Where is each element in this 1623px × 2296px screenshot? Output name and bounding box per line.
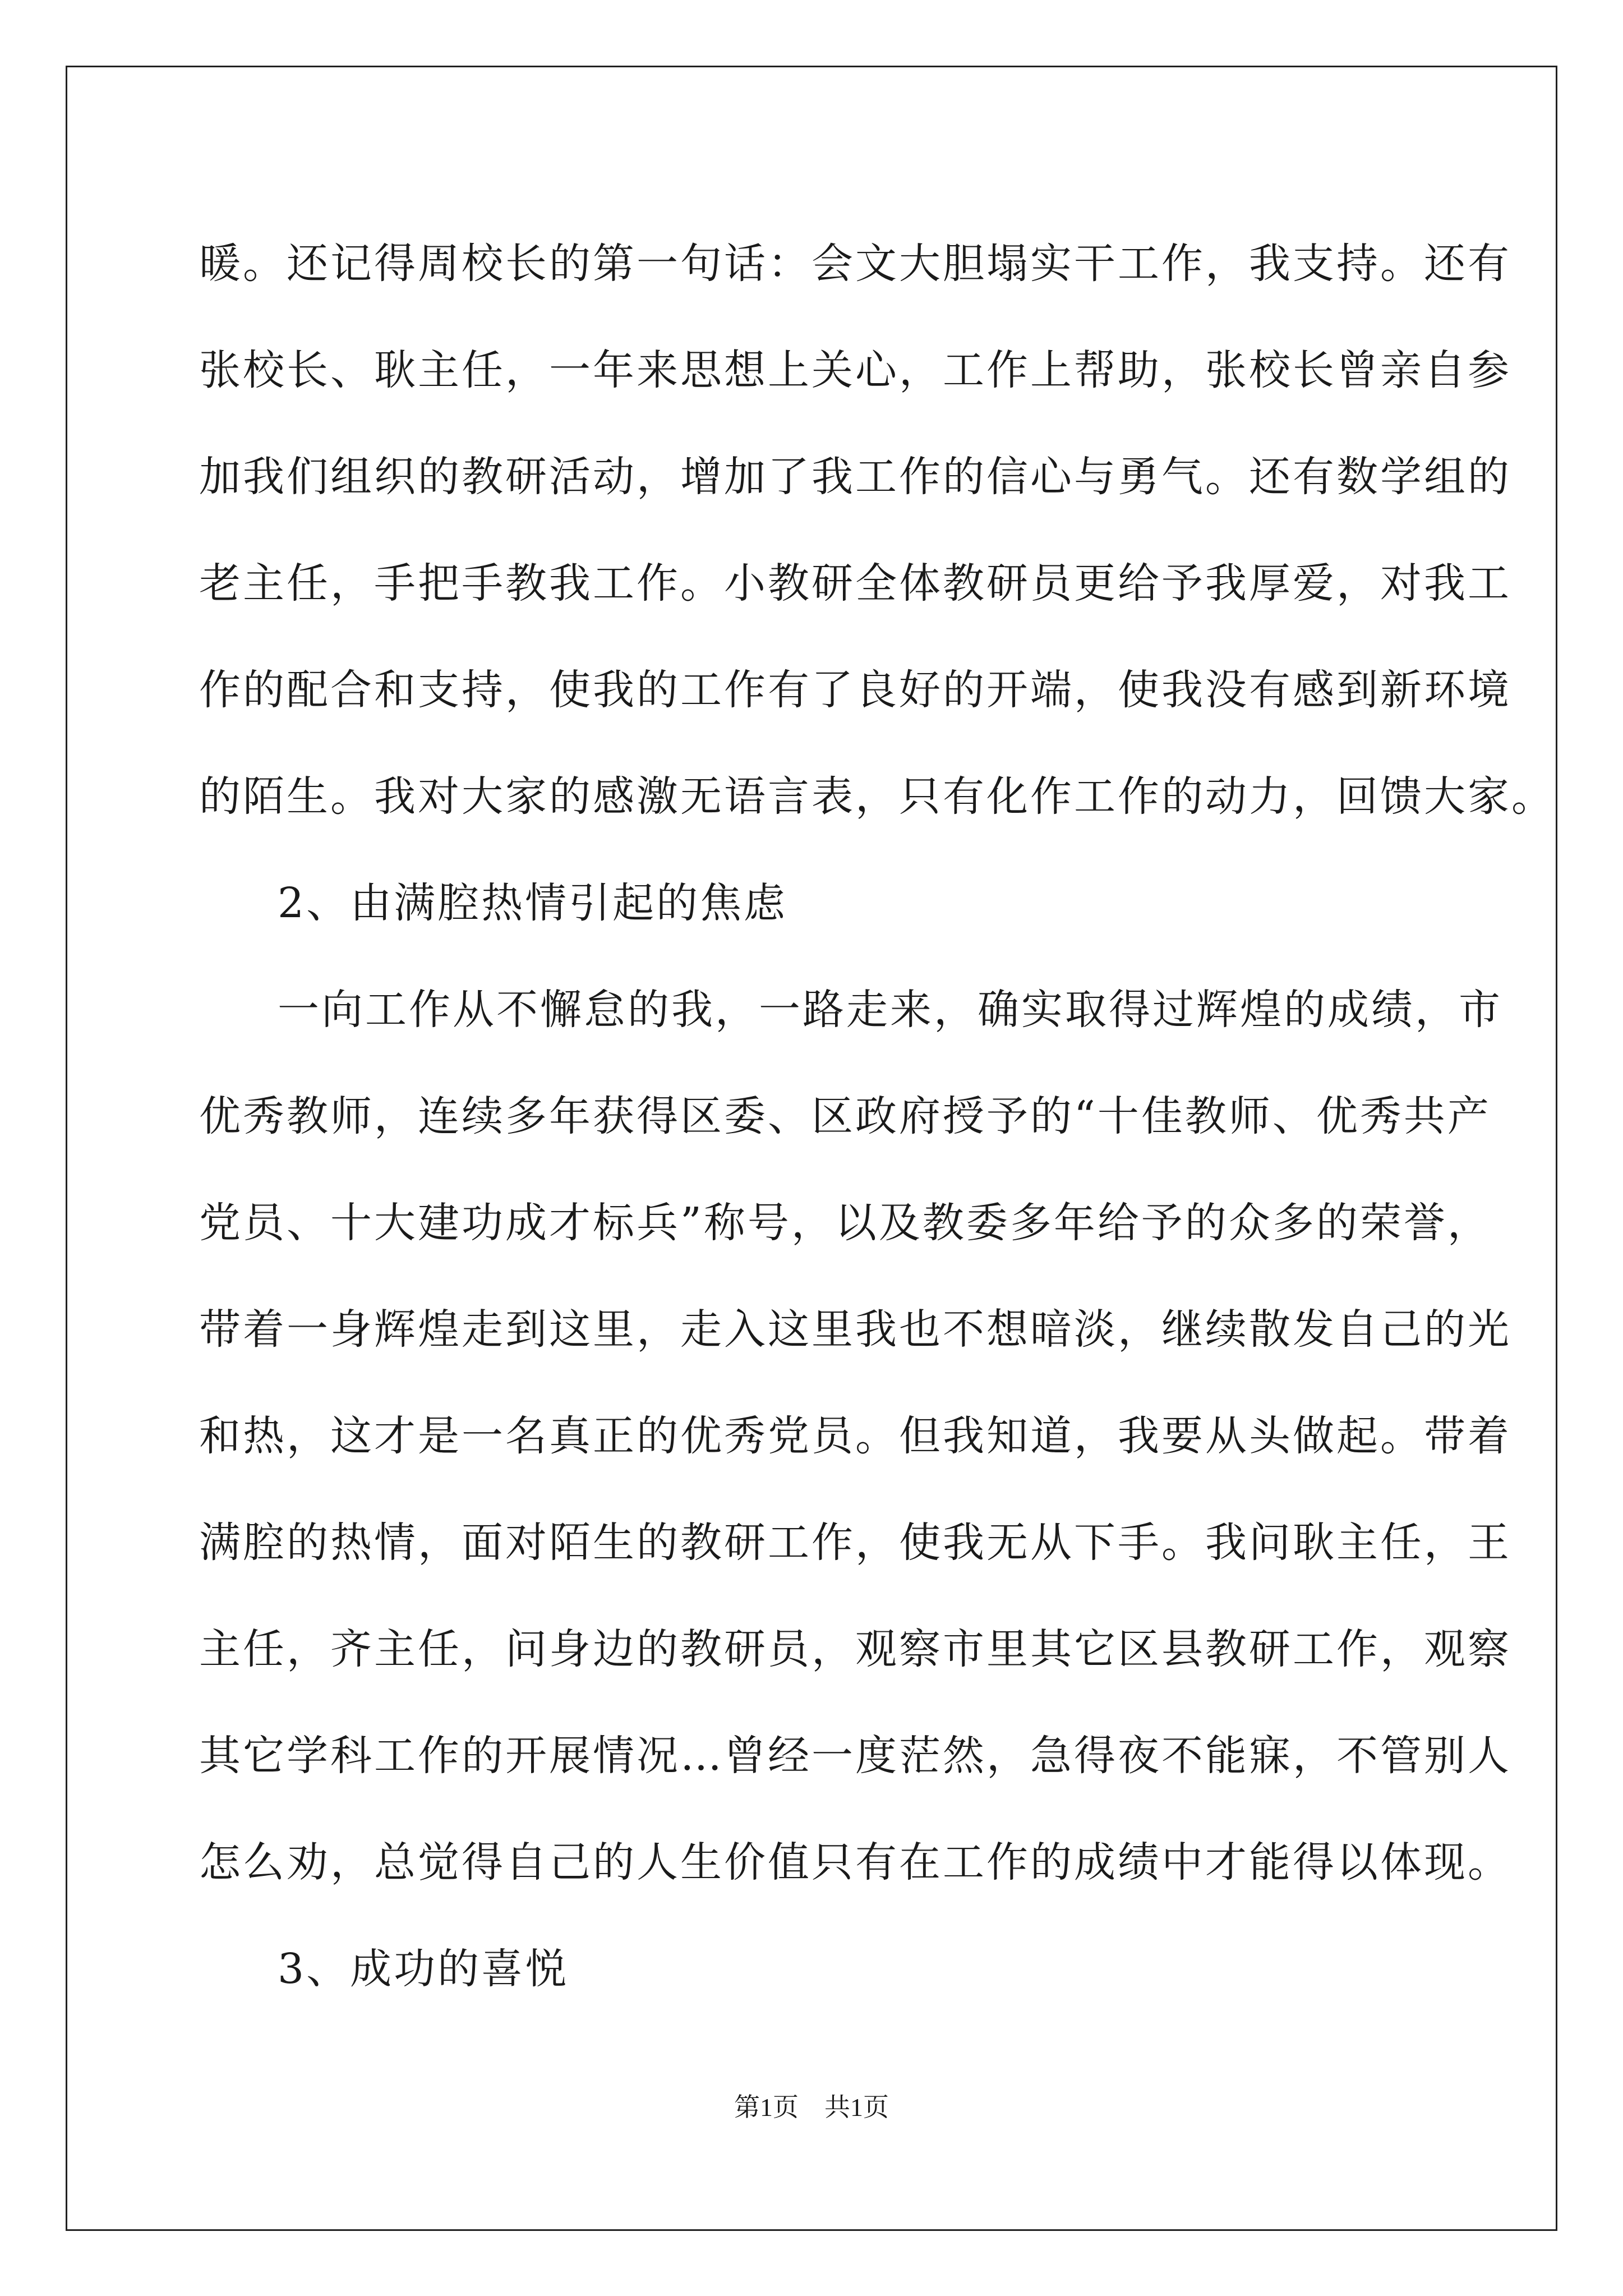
text-line: 满腔的热情，面对陌生的教研工作，使我无从下手。我问耿主任，王: [199, 1519, 1511, 1567]
section-heading: 2、由满腔热情引起的焦虑: [278, 879, 788, 927]
text-line: 张校长、耿主任，一年来思想上关心，工作上帮助，张校长曾亲自参: [199, 346, 1511, 394]
text-line: 一向工作从不懈怠的我，一路走来，确实取得过辉煌的成绩，市: [278, 986, 1502, 1034]
text-line: 带着一身辉煌走到这里，走入这里我也不想暗淡，继续散发自己的光: [199, 1305, 1511, 1354]
text-line: 优秀教师，连续多年获得区委、区政府授予的“十佳教师、优秀共产: [199, 1092, 1491, 1140]
section-heading: 3、成功的喜悦: [278, 1945, 569, 1993]
text-line: 的陌生。我对大家的感激无语言表，只有化作工作的动力，回馈大家。: [199, 772, 1555, 821]
text-line: 其它学科工作的开展情况…曾经一度茫然，急得夜不能寐，不管别人: [199, 1732, 1511, 1780]
text-line: 党员、十大建功成才标兵”称号，以及教委多年给予的众多的荣誉，: [199, 1199, 1491, 1247]
text-line: 老主任，手把手教我工作。小教研全体教研员更给予我厚爱，对我工: [199, 559, 1511, 608]
text-line: 作的配合和支持，使我的工作有了良好的开端，使我没有感到新环境: [199, 666, 1511, 714]
text-line: 加我们组织的教研活动，增加了我工作的信心与勇气。还有数学组的: [199, 453, 1511, 501]
page-footer: [0, 2087, 1623, 2124]
document-body: [199, 210, 1555, 2022]
text-line: 主任，齐主任，问身边的教研员，观察市里其它区县教研工作，观察: [199, 1625, 1511, 1673]
text-line: 怎么劝，总觉得自己的人生价值只有在工作的成绩中才能得以体现。: [199, 1838, 1511, 1887]
text-line: 暖。还记得周校长的第一句话：会文大胆塌实干工作，我支持。还有: [199, 240, 1511, 288]
page-number: 第1页 共1页: [734, 2093, 889, 2122]
text-line: 和热，这才是一名真正的优秀党员。但我知道，我要从头做起。带着: [199, 1412, 1511, 1460]
